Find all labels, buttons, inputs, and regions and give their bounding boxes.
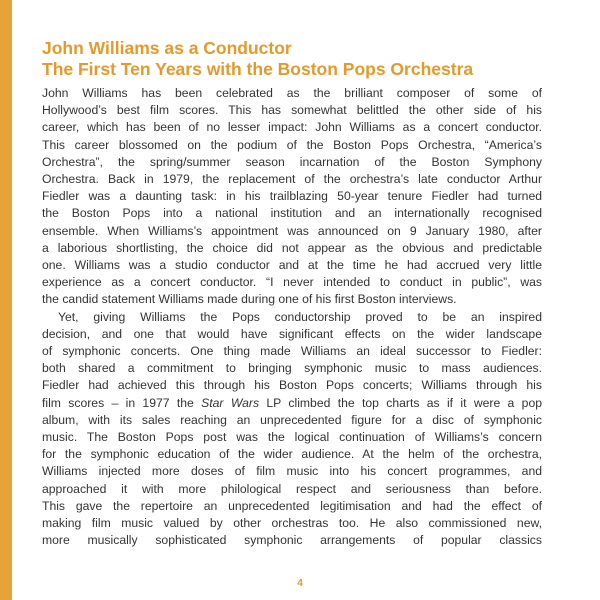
album-title: Star Wars [201, 395, 260, 410]
text-line: the Boston Pops into a national institution and an internationally recognised [42, 206, 542, 221]
text-line: This career blossomed on the podium of the Boston Pops Orchestra, “America’s [42, 137, 542, 152]
text-line: music. The Boston Pops post was the logical continuation of Williams’s concern [42, 430, 542, 445]
text-segment: film scores – in 1977 the [42, 395, 202, 410]
text-line-with-title [42, 395, 542, 412]
text-line: experience as a concert conductor. “I never intended to conduct in public”, was [42, 275, 542, 290]
page-heading [42, 38, 542, 80]
text-line: Orchestra”, the spring/summer season incarnation of the Boston Symphony [42, 154, 542, 169]
text-line: Hollywood’s best film scores. This has somewhat belittled the other side of his [42, 103, 542, 118]
text-line: both shared a commitment to bringing symphonic music to mass audiences. [42, 361, 542, 376]
text-line: for the symphonic education of the wider audience. At the helm of the orchestra, [42, 447, 542, 462]
heading-subtitle: The First Ten Years with the Boston Pops Orchestra [42, 59, 474, 79]
text-line: career, which has been of no lesser impact: John Williams as a concert conductor. [42, 120, 542, 135]
page-content [42, 38, 542, 549]
text-line: album, with its sales reaching an unprecedented figure for a disc of symphonic [42, 412, 542, 427]
paragraph-2 [42, 309, 542, 550]
text-line: Fiedler was a daunting task: in his trailblazing 50-year tenure Fiedler had turned [42, 189, 542, 204]
page-number: 4 [297, 578, 303, 589]
heading-title: John Williams as a Conductor [42, 38, 292, 58]
text-line: Yet, giving Williams the Pops conductorship proved to be an inspired [58, 309, 542, 324]
text-line: of symphonic concerts. One thing made Williams an ideal successor to Fiedler: [42, 344, 542, 359]
left-accent-bar [0, 0, 12, 600]
text-segment: LP climbed the top charts as if it were a pop [259, 395, 542, 410]
text-line: decision, and one that would have significant effects on the wider landscape [42, 326, 542, 341]
text-line: one. Williams was a studio conductor and at the time he had accrued very little [42, 258, 542, 273]
text-line: This gave the repertoire an unprecedented legitimisation and had the effect of [42, 498, 542, 513]
text-line: ensemble. When Williams’s appointment was announced on 9 January 1980, after [42, 223, 542, 238]
text-line: Fiedler had achieved this through his Boston Pops concerts; Williams through his [42, 378, 542, 393]
text-line: a laborious shortlisting, the choice did not appear as the obvious and predictable [42, 240, 542, 255]
text-line: Williams injected more doses of film music into his concert programmes, and [42, 464, 542, 479]
body-text [42, 85, 542, 549]
text-line: Orchestra. Back in 1979, the replacement of the orchestra’s late conductor Arthur [42, 172, 542, 187]
paragraph-1 [42, 85, 542, 309]
text-line: John Williams has been celebrated as the brilliant composer of some of [42, 86, 542, 100]
text-line: more musically sophisticated symphonic arrangements of popular classics [42, 533, 542, 548]
text-line: making film music valued by other orchestras too. He also commissioned new, [42, 516, 542, 531]
text-line: approached it with more philological respect and seriousness than before. [42, 481, 542, 496]
text-line: the candid statement Williams made during one of his first Boston interviews. [42, 292, 457, 307]
